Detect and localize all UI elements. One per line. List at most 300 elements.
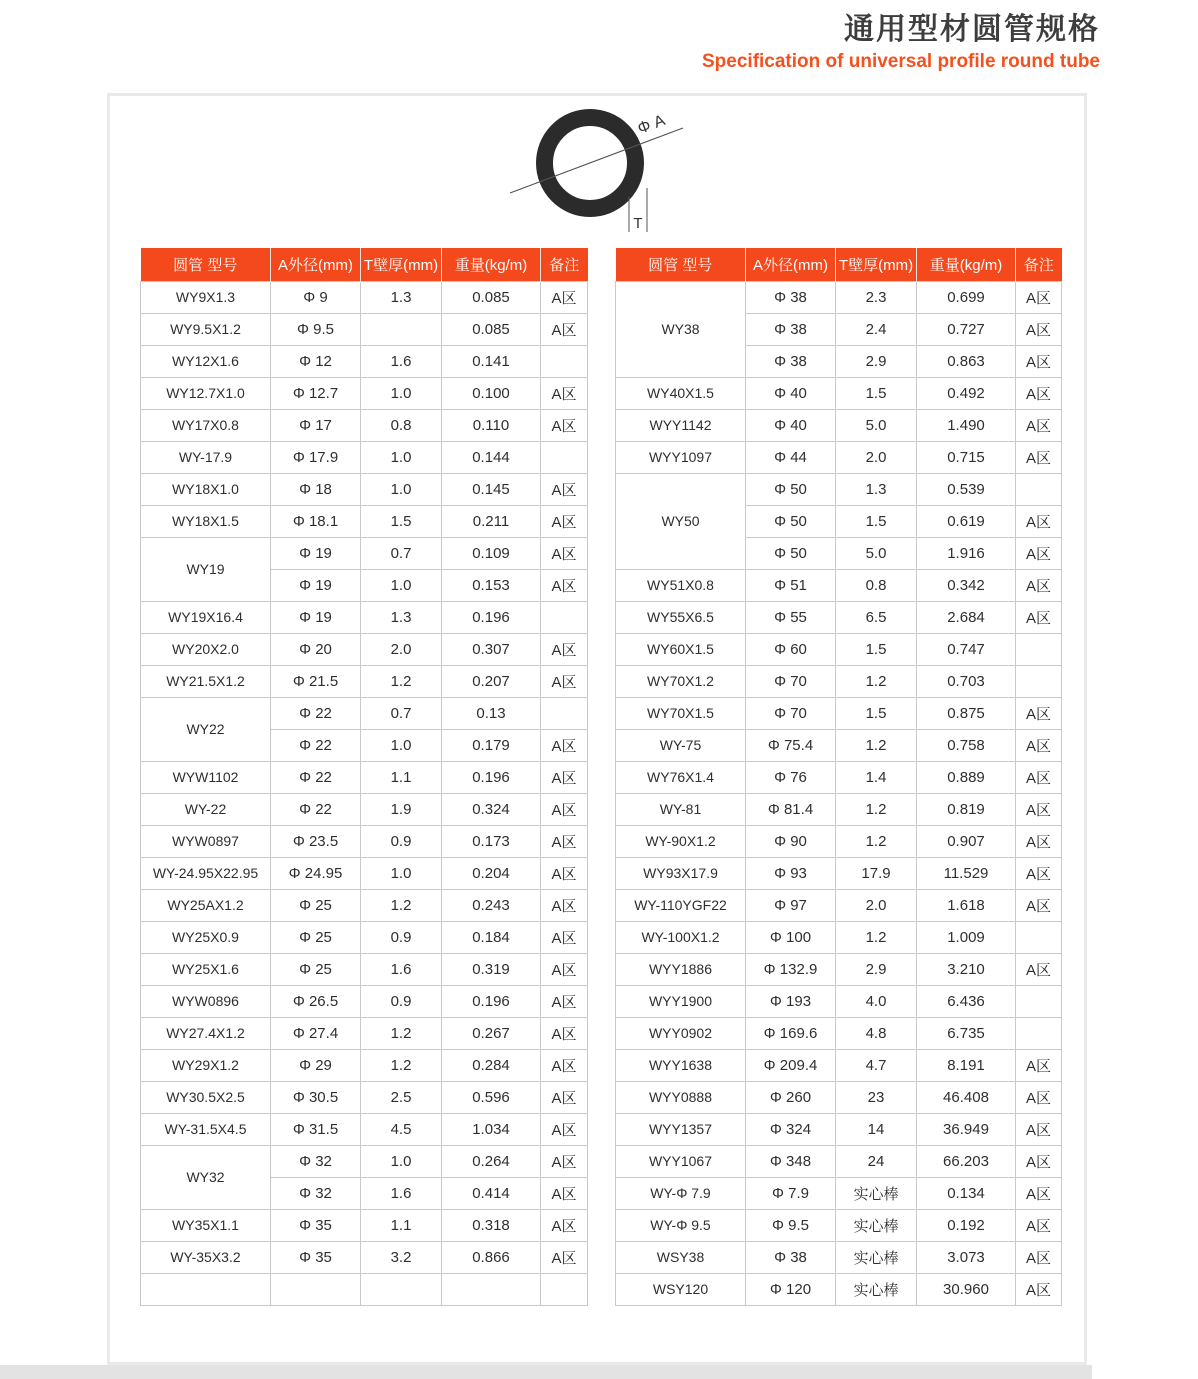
table-row (616, 793, 1062, 825)
cell-weight: 8.191 (917, 1049, 1016, 1081)
cell-note: A区 (1016, 601, 1062, 633)
table-row (141, 825, 588, 857)
cell-weight: 0.492 (917, 377, 1016, 409)
cell-note (1016, 473, 1062, 505)
cell-weight: 0.264 (442, 1145, 541, 1177)
cell-wall-thickness: 1.6 (361, 1177, 442, 1209)
cell-outer-diameter: Φ 7.9 (746, 1177, 836, 1209)
cell-model: WY-100X1.2 (616, 921, 746, 953)
cell-note (541, 345, 588, 377)
cell-note: A区 (1016, 1113, 1062, 1145)
cell-model: WY-Φ 9.5 (616, 1209, 746, 1241)
cell-model: WY70X1.2 (616, 665, 746, 697)
cell-weight: 0.109 (442, 537, 541, 569)
table-row (616, 1017, 1062, 1049)
cell-outer-diameter: Φ 24.95 (271, 857, 361, 889)
cell-model: WY25X1.6 (141, 953, 271, 985)
cell-model: WY19X16.4 (141, 601, 271, 633)
cell-outer-diameter: Φ 22 (271, 729, 361, 761)
cell-weight: 36.949 (917, 1113, 1016, 1145)
cell-weight: 0.727 (917, 313, 1016, 345)
cell-weight: 0.196 (442, 601, 541, 633)
cell-wall-thickness: 1.5 (836, 633, 917, 665)
cell-outer-diameter: Φ 348 (746, 1145, 836, 1177)
cell-wall-thickness: 4.0 (836, 985, 917, 1017)
cell-outer-diameter: Φ 18.1 (271, 505, 361, 537)
cell-outer-diameter: Φ 50 (746, 537, 836, 569)
table-row (616, 761, 1062, 793)
cell-model: WY22 (141, 697, 271, 761)
cell-weight: 0.204 (442, 857, 541, 889)
table-row (616, 1273, 1062, 1305)
table-row (141, 313, 588, 345)
table-row (141, 1017, 588, 1049)
cell-weight: 0.619 (917, 505, 1016, 537)
table-row (616, 1177, 1062, 1209)
cell-weight: 11.529 (917, 857, 1016, 889)
cell-weight: 0.085 (442, 281, 541, 313)
cell-outer-diameter: Φ 26.5 (271, 985, 361, 1017)
cell-wall-thickness: 1.1 (361, 761, 442, 793)
cell-wall-thickness: 2.9 (836, 953, 917, 985)
cell-wall-thickness: 0.7 (361, 697, 442, 729)
cell-model: WYW0897 (141, 825, 271, 857)
cell-model: WY17X0.8 (141, 409, 271, 441)
cell-weight: 0.192 (917, 1209, 1016, 1241)
table-row (141, 281, 588, 313)
cell-model: WY55X6.5 (616, 601, 746, 633)
header-weight: 重量(kg/m) (442, 248, 541, 281)
cell-weight: 0.715 (917, 441, 1016, 473)
cell-weight: 2.684 (917, 601, 1016, 633)
cell-outer-diameter: Φ 90 (746, 825, 836, 857)
cell-weight: 0.747 (917, 633, 1016, 665)
cell-wall-thickness: 23 (836, 1081, 917, 1113)
cell-outer-diameter: Φ 25 (271, 953, 361, 985)
cell-weight: 0.819 (917, 793, 1016, 825)
cell-model: WSY120 (616, 1273, 746, 1305)
cell-note: A区 (541, 313, 588, 345)
cell-wall-thickness: 实心棒 (836, 1273, 917, 1305)
cell-note: A区 (1016, 313, 1062, 345)
cell-model: WYW1102 (141, 761, 271, 793)
cell-model (141, 1273, 271, 1305)
cell-wall-thickness: 1.2 (836, 729, 917, 761)
table-row (616, 889, 1062, 921)
cell-outer-diameter: Φ 25 (271, 921, 361, 953)
cell-note: A区 (1016, 505, 1062, 537)
cell-model: WYY1638 (616, 1049, 746, 1081)
cell-wall-thickness: 2.3 (836, 281, 917, 313)
cell-wall-thickness: 1.0 (361, 729, 442, 761)
table-row (616, 1145, 1062, 1177)
cell-wall-thickness: 17.9 (836, 857, 917, 889)
cell-outer-diameter: Φ 97 (746, 889, 836, 921)
cell-model: WYY1357 (616, 1113, 746, 1145)
cell-wall-thickness: 4.8 (836, 1017, 917, 1049)
cell-weight: 0.144 (442, 441, 541, 473)
cell-model: WY-110YGF22 (616, 889, 746, 921)
cell-weight: 0.414 (442, 1177, 541, 1209)
cell-weight: 0.866 (442, 1241, 541, 1273)
cell-note: A区 (541, 281, 588, 313)
cell-model: WY20X2.0 (141, 633, 271, 665)
cell-model: WY30.5X2.5 (141, 1081, 271, 1113)
header-outer-diameter: A外径(mm) (746, 248, 836, 281)
cell-outer-diameter: Φ 35 (271, 1209, 361, 1241)
cell-model: WY-81 (616, 793, 746, 825)
cell-weight: 0.324 (442, 793, 541, 825)
cell-wall-thickness: 1.0 (361, 1145, 442, 1177)
cell-model: WYY0888 (616, 1081, 746, 1113)
cell-note: A区 (1016, 1177, 1062, 1209)
cell-note (1016, 921, 1062, 953)
cell-wall-thickness: 1.4 (836, 761, 917, 793)
cell-note (541, 441, 588, 473)
cell-model: WY70X1.5 (616, 697, 746, 729)
cell-wall-thickness: 2.0 (836, 441, 917, 473)
table-row (141, 633, 588, 665)
cell-note (1016, 985, 1062, 1017)
cell-outer-diameter: Φ 38 (746, 281, 836, 313)
cell-model: WY-75 (616, 729, 746, 761)
cell-weight: 0.596 (442, 1081, 541, 1113)
cell-outer-diameter: Φ 22 (271, 697, 361, 729)
diameter-line (510, 128, 683, 193)
cell-weight: 0.184 (442, 921, 541, 953)
cell-outer-diameter: Φ 93 (746, 857, 836, 889)
cell-wall-thickness: 1.5 (836, 505, 917, 537)
cell-weight: 30.960 (917, 1273, 1016, 1305)
table-row (616, 1209, 1062, 1241)
cell-outer-diameter: Φ 193 (746, 985, 836, 1017)
cell-weight: 0.699 (917, 281, 1016, 313)
table-row (141, 985, 588, 1017)
cell-outer-diameter: Φ 50 (746, 473, 836, 505)
cell-note: A区 (541, 1241, 588, 1273)
cell-note: A区 (541, 1081, 588, 1113)
table-row (141, 921, 588, 953)
cell-weight: 0.875 (917, 697, 1016, 729)
cell-outer-diameter: Φ 31.5 (271, 1113, 361, 1145)
table-row (141, 441, 588, 473)
cell-note: A区 (1016, 889, 1062, 921)
cell-wall-thickness: 1.5 (836, 697, 917, 729)
cell-wall-thickness: 0.9 (361, 825, 442, 857)
cell-note: A区 (1016, 825, 1062, 857)
cell-note: A区 (541, 569, 588, 601)
cell-weight: 0.179 (442, 729, 541, 761)
cell-outer-diameter: Φ 260 (746, 1081, 836, 1113)
table-row (141, 1049, 588, 1081)
cell-wall-thickness: 1.2 (836, 793, 917, 825)
cell-note: A区 (1016, 1209, 1062, 1241)
cell-model: WYY1067 (616, 1145, 746, 1177)
table-row (141, 665, 588, 697)
cell-weight: 0.318 (442, 1209, 541, 1241)
cell-weight: 0.907 (917, 825, 1016, 857)
cell-note: A区 (541, 857, 588, 889)
cell-weight: 0.307 (442, 633, 541, 665)
cell-weight: 0.145 (442, 473, 541, 505)
table-row (616, 953, 1062, 985)
cell-wall-thickness: 1.6 (361, 953, 442, 985)
cell-note: A区 (541, 1113, 588, 1145)
cell-wall-thickness: 2.5 (361, 1081, 442, 1113)
cell-wall-thickness: 1.0 (361, 569, 442, 601)
cell-weight: 0.267 (442, 1017, 541, 1049)
cell-note: A区 (541, 985, 588, 1017)
cell-outer-diameter: Φ 21.5 (271, 665, 361, 697)
cell-outer-diameter: Φ 324 (746, 1113, 836, 1145)
cell-weight: 46.408 (917, 1081, 1016, 1113)
table-row (616, 729, 1062, 761)
cell-model: WY60X1.5 (616, 633, 746, 665)
cell-weight: 0.153 (442, 569, 541, 601)
cell-wall-thickness: 1.2 (836, 921, 917, 953)
tube-cross-section-diagram (440, 98, 740, 243)
cell-weight: 6.436 (917, 985, 1016, 1017)
cell-wall-thickness: 1.5 (836, 377, 917, 409)
table-row (616, 409, 1062, 441)
table-row (141, 505, 588, 537)
cell-weight: 0.173 (442, 825, 541, 857)
cell-wall-thickness: 1.3 (361, 601, 442, 633)
cell-outer-diameter: Φ 20 (271, 633, 361, 665)
table-row (616, 921, 1062, 953)
cell-note: A区 (541, 1209, 588, 1241)
cell-weight: 1.490 (917, 409, 1016, 441)
cell-weight: 0.243 (442, 889, 541, 921)
cell-note: A区 (541, 1145, 588, 1177)
cell-note: A区 (1016, 793, 1062, 825)
table-row (141, 857, 588, 889)
cell-note: A区 (1016, 409, 1062, 441)
cell-wall-thickness: 1.0 (361, 857, 442, 889)
table-row (141, 889, 588, 921)
cell-wall-thickness: 2.0 (361, 633, 442, 665)
cell-weight: 0.207 (442, 665, 541, 697)
cell-model: WYY0902 (616, 1017, 746, 1049)
left-spec-table (140, 248, 588, 1306)
header-note: 备注 (541, 248, 588, 281)
cell-note: A区 (1016, 953, 1062, 985)
cell-wall-thickness: 实心棒 (836, 1177, 917, 1209)
cell-model: WY50 (616, 473, 746, 569)
table-row (616, 473, 1062, 505)
cell-outer-diameter: Φ 19 (271, 537, 361, 569)
cell-model: WY9X1.3 (141, 281, 271, 313)
cell-wall-thickness: 4.7 (836, 1049, 917, 1081)
cell-outer-diameter: Φ 19 (271, 601, 361, 633)
table-row (141, 1081, 588, 1113)
header-outer-diameter: A外径(mm) (271, 248, 361, 281)
diameter-label: Φ A (635, 112, 668, 138)
cell-wall-thickness: 0.9 (361, 985, 442, 1017)
table-row (141, 1145, 588, 1177)
cell-model: WY18X1.0 (141, 473, 271, 505)
cell-outer-diameter: Φ 76 (746, 761, 836, 793)
cell-note: A区 (541, 1017, 588, 1049)
cell-outer-diameter: Φ 44 (746, 441, 836, 473)
header-row (616, 248, 1062, 281)
cell-weight: 0.085 (442, 313, 541, 345)
cell-weight: 0.196 (442, 985, 541, 1017)
cell-note: A区 (541, 921, 588, 953)
cell-outer-diameter: Φ 60 (746, 633, 836, 665)
cell-note: A区 (541, 409, 588, 441)
cell-outer-diameter: Φ 19 (271, 569, 361, 601)
cell-weight: 3.210 (917, 953, 1016, 985)
cell-note: A区 (541, 537, 588, 569)
cell-note: A区 (541, 889, 588, 921)
table-row (616, 697, 1062, 729)
cell-model: WYY1142 (616, 409, 746, 441)
table-row (616, 665, 1062, 697)
cell-model: WY29X1.2 (141, 1049, 271, 1081)
cell-model: WY76X1.4 (616, 761, 746, 793)
cell-model: WSY38 (616, 1241, 746, 1273)
cell-note: A区 (541, 953, 588, 985)
cell-note: A区 (1016, 1241, 1062, 1273)
cell-outer-diameter: Φ 29 (271, 1049, 361, 1081)
cell-outer-diameter: Φ 55 (746, 601, 836, 633)
cell-model: WY-24.95X22.95 (141, 857, 271, 889)
cell-outer-diameter: Φ 169.6 (746, 1017, 836, 1049)
cell-wall-thickness: 2.4 (836, 313, 917, 345)
cell-weight: 66.203 (917, 1145, 1016, 1177)
cell-wall-thickness: 5.0 (836, 537, 917, 569)
cell-outer-diameter: Φ 23.5 (271, 825, 361, 857)
cell-note (541, 697, 588, 729)
cell-outer-diameter: Φ 50 (746, 505, 836, 537)
cell-note: A区 (1016, 1081, 1062, 1113)
page-header (702, 13, 1100, 73)
cell-outer-diameter: Φ 51 (746, 569, 836, 601)
cell-wall-thickness: 1.0 (361, 441, 442, 473)
cell-model: WY12X1.6 (141, 345, 271, 377)
table-row (141, 697, 588, 729)
table-row (616, 281, 1062, 313)
cell-outer-diameter: Φ 12.7 (271, 377, 361, 409)
cell-outer-diameter: Φ 30.5 (271, 1081, 361, 1113)
cell-note (541, 1273, 588, 1305)
cell-outer-diameter: Φ 32 (271, 1177, 361, 1209)
cell-model: WY-31.5X4.5 (141, 1113, 271, 1145)
cell-note: A区 (541, 1049, 588, 1081)
cell-outer-diameter: Φ 32 (271, 1145, 361, 1177)
cell-note (1016, 633, 1062, 665)
cell-note: A区 (541, 761, 588, 793)
cell-outer-diameter: Φ 120 (746, 1273, 836, 1305)
table-row (141, 601, 588, 633)
table-row (616, 633, 1062, 665)
cell-model: WY25X0.9 (141, 921, 271, 953)
cell-outer-diameter: Φ 35 (271, 1241, 361, 1273)
cell-outer-diameter: Φ 38 (746, 345, 836, 377)
cell-wall-thickness: 0.8 (836, 569, 917, 601)
header-model: 圆管 型号 (141, 248, 271, 281)
header-weight: 重量(kg/m) (917, 248, 1016, 281)
table-row (141, 473, 588, 505)
table-row (616, 1113, 1062, 1145)
cell-note: A区 (1016, 1049, 1062, 1081)
table-row (141, 1241, 588, 1273)
cell-outer-diameter: Φ 75.4 (746, 729, 836, 761)
cell-weight: 1.618 (917, 889, 1016, 921)
cell-outer-diameter: Φ 17.9 (271, 441, 361, 473)
cell-wall-thickness: 1.9 (361, 793, 442, 825)
cell-outer-diameter: Φ 27.4 (271, 1017, 361, 1049)
page-title: 通用型材圆管规格 (844, 13, 1100, 46)
cell-note: A区 (541, 377, 588, 409)
cell-model: WYY1097 (616, 441, 746, 473)
table-row (616, 1081, 1062, 1113)
cell-wall-thickness: 2.9 (836, 345, 917, 377)
table-row (141, 345, 588, 377)
cell-note: A区 (541, 1177, 588, 1209)
table-row (141, 761, 588, 793)
cell-model: WY40X1.5 (616, 377, 746, 409)
table-row (141, 1273, 588, 1305)
cell-wall-thickness: 1.6 (361, 345, 442, 377)
cell-model: WY-17.9 (141, 441, 271, 473)
cell-wall-thickness: 24 (836, 1145, 917, 1177)
next-section-edge (0, 1365, 1092, 1379)
cell-outer-diameter: Φ 25 (271, 889, 361, 921)
cell-wall-thickness: 1.1 (361, 1209, 442, 1241)
cell-note: A区 (1016, 441, 1062, 473)
table-row (616, 569, 1062, 601)
header-model: 圆管 型号 (616, 248, 746, 281)
cell-weight: 0.134 (917, 1177, 1016, 1209)
table-row (616, 377, 1062, 409)
cell-wall-thickness: 14 (836, 1113, 917, 1145)
cell-outer-diameter: Φ 17 (271, 409, 361, 441)
cell-note: A区 (541, 473, 588, 505)
table-row (141, 409, 588, 441)
cell-model: WY21.5X1.2 (141, 665, 271, 697)
cell-wall-thickness: 0.9 (361, 921, 442, 953)
cell-wall-thickness: 1.2 (361, 1017, 442, 1049)
cell-weight: 0.703 (917, 665, 1016, 697)
cell-weight: 6.735 (917, 1017, 1016, 1049)
cell-wall-thickness: 5.0 (836, 409, 917, 441)
header-row (141, 248, 588, 281)
cell-wall-thickness: 实心棒 (836, 1209, 917, 1241)
table-row (141, 793, 588, 825)
cell-weight: 0.100 (442, 377, 541, 409)
cell-outer-diameter: Φ 18 (271, 473, 361, 505)
table-row (141, 1209, 588, 1241)
thickness-label: T (633, 215, 643, 232)
header-note: 备注 (1016, 248, 1062, 281)
cell-outer-diameter: Φ 70 (746, 665, 836, 697)
cell-weight: 0.539 (917, 473, 1016, 505)
cell-note (541, 601, 588, 633)
cell-outer-diameter: Φ 40 (746, 377, 836, 409)
cell-weight: 0.319 (442, 953, 541, 985)
table-row (616, 1049, 1062, 1081)
cell-model: WYY1886 (616, 953, 746, 985)
cell-wall-thickness: 1.3 (361, 281, 442, 313)
cell-model: WY32 (141, 1145, 271, 1209)
cell-weight: 1.916 (917, 537, 1016, 569)
cell-weight: 1.034 (442, 1113, 541, 1145)
table-row (616, 985, 1062, 1017)
cell-outer-diameter: Φ 81.4 (746, 793, 836, 825)
cell-wall-thickness: 1.5 (361, 505, 442, 537)
